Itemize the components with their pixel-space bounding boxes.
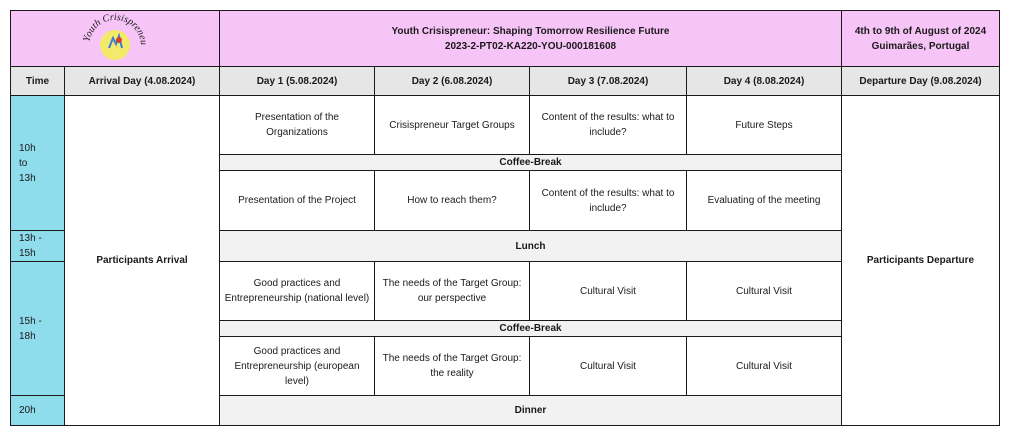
session-cell: Future Steps (687, 96, 842, 155)
session-cell: Good practices and Entrepreneurship (european level) (220, 337, 375, 396)
time-evening: 20h (11, 396, 65, 426)
col-time: Time (11, 67, 65, 96)
schedule (10, 10, 1000, 426)
coffee-break: Coffee-Break (220, 321, 842, 337)
col-day3: Day 3 (7.08.2024) (530, 67, 687, 96)
session-cell: Crisispreneur Target Groups (375, 96, 530, 155)
time-afternoon: 15h - 18h (11, 262, 65, 396)
event-location: Guimarães, Portugal (871, 40, 970, 52)
youth-crisispreneurs-logo (75, 12, 155, 66)
time-morning: 10h to 13h (11, 96, 65, 231)
session-cell: Cultural Visit (530, 337, 687, 396)
session-cell: Evaluating of the meeting (687, 171, 842, 231)
session-cell: Content of the results: what to include? (530, 171, 687, 231)
event-dates: 4th to 9th of August of 2024 (854, 25, 987, 37)
lunch-bar: Lunch (220, 231, 842, 262)
event-dates-cell (842, 11, 1000, 67)
schedule-table (10, 10, 1000, 426)
logo-cell (11, 11, 220, 67)
time-lunch: 13h - 15h (11, 231, 65, 262)
session-cell: Cultural Visit (687, 262, 842, 321)
arrival-cell: Participants Arrival (65, 96, 220, 426)
session-cell: Presentation of the Organizations (220, 96, 375, 155)
session-cell: Content of the results: what to include? (530, 96, 687, 155)
title-row (11, 11, 1000, 67)
project-code: 2023-2-PT02-KA220-YOU-000181608 (444, 40, 617, 52)
session-cell: Good practices and Entrepreneurship (national level) (220, 262, 375, 321)
session-cell: Cultural Visit (687, 337, 842, 396)
coffee-break: Coffee-Break (220, 155, 842, 171)
col-day2: Day 2 (6.08.2024) (375, 67, 530, 96)
event-title-cell (220, 11, 842, 67)
column-header-row (11, 67, 1000, 96)
session-cell: Cultural Visit (530, 262, 687, 321)
col-day4: Day 4 (8.08.2024) (687, 67, 842, 96)
session-cell: The needs of the Target Group: the reality (375, 337, 530, 396)
col-arrival: Arrival Day (4.08.2024) (65, 67, 220, 96)
col-day1: Day 1 (5.08.2024) (220, 67, 375, 96)
session-cell: The needs of the Target Group: our perspective (375, 262, 530, 321)
col-departure: Departure Day (9.08.2024) (842, 67, 1000, 96)
logo-text: Youth Crisispreneu (81, 11, 150, 46)
session-cell: How to reach them? (375, 171, 530, 231)
morning-row-1 (11, 96, 1000, 155)
departure-cell: Participants Departure (842, 96, 1000, 426)
event-title: Youth Crisispreneur: Shaping Tomorrow Resilience Future (391, 25, 670, 37)
session-cell: Presentation of the Project (220, 171, 375, 231)
dinner-bar: Dinner (220, 396, 842, 426)
